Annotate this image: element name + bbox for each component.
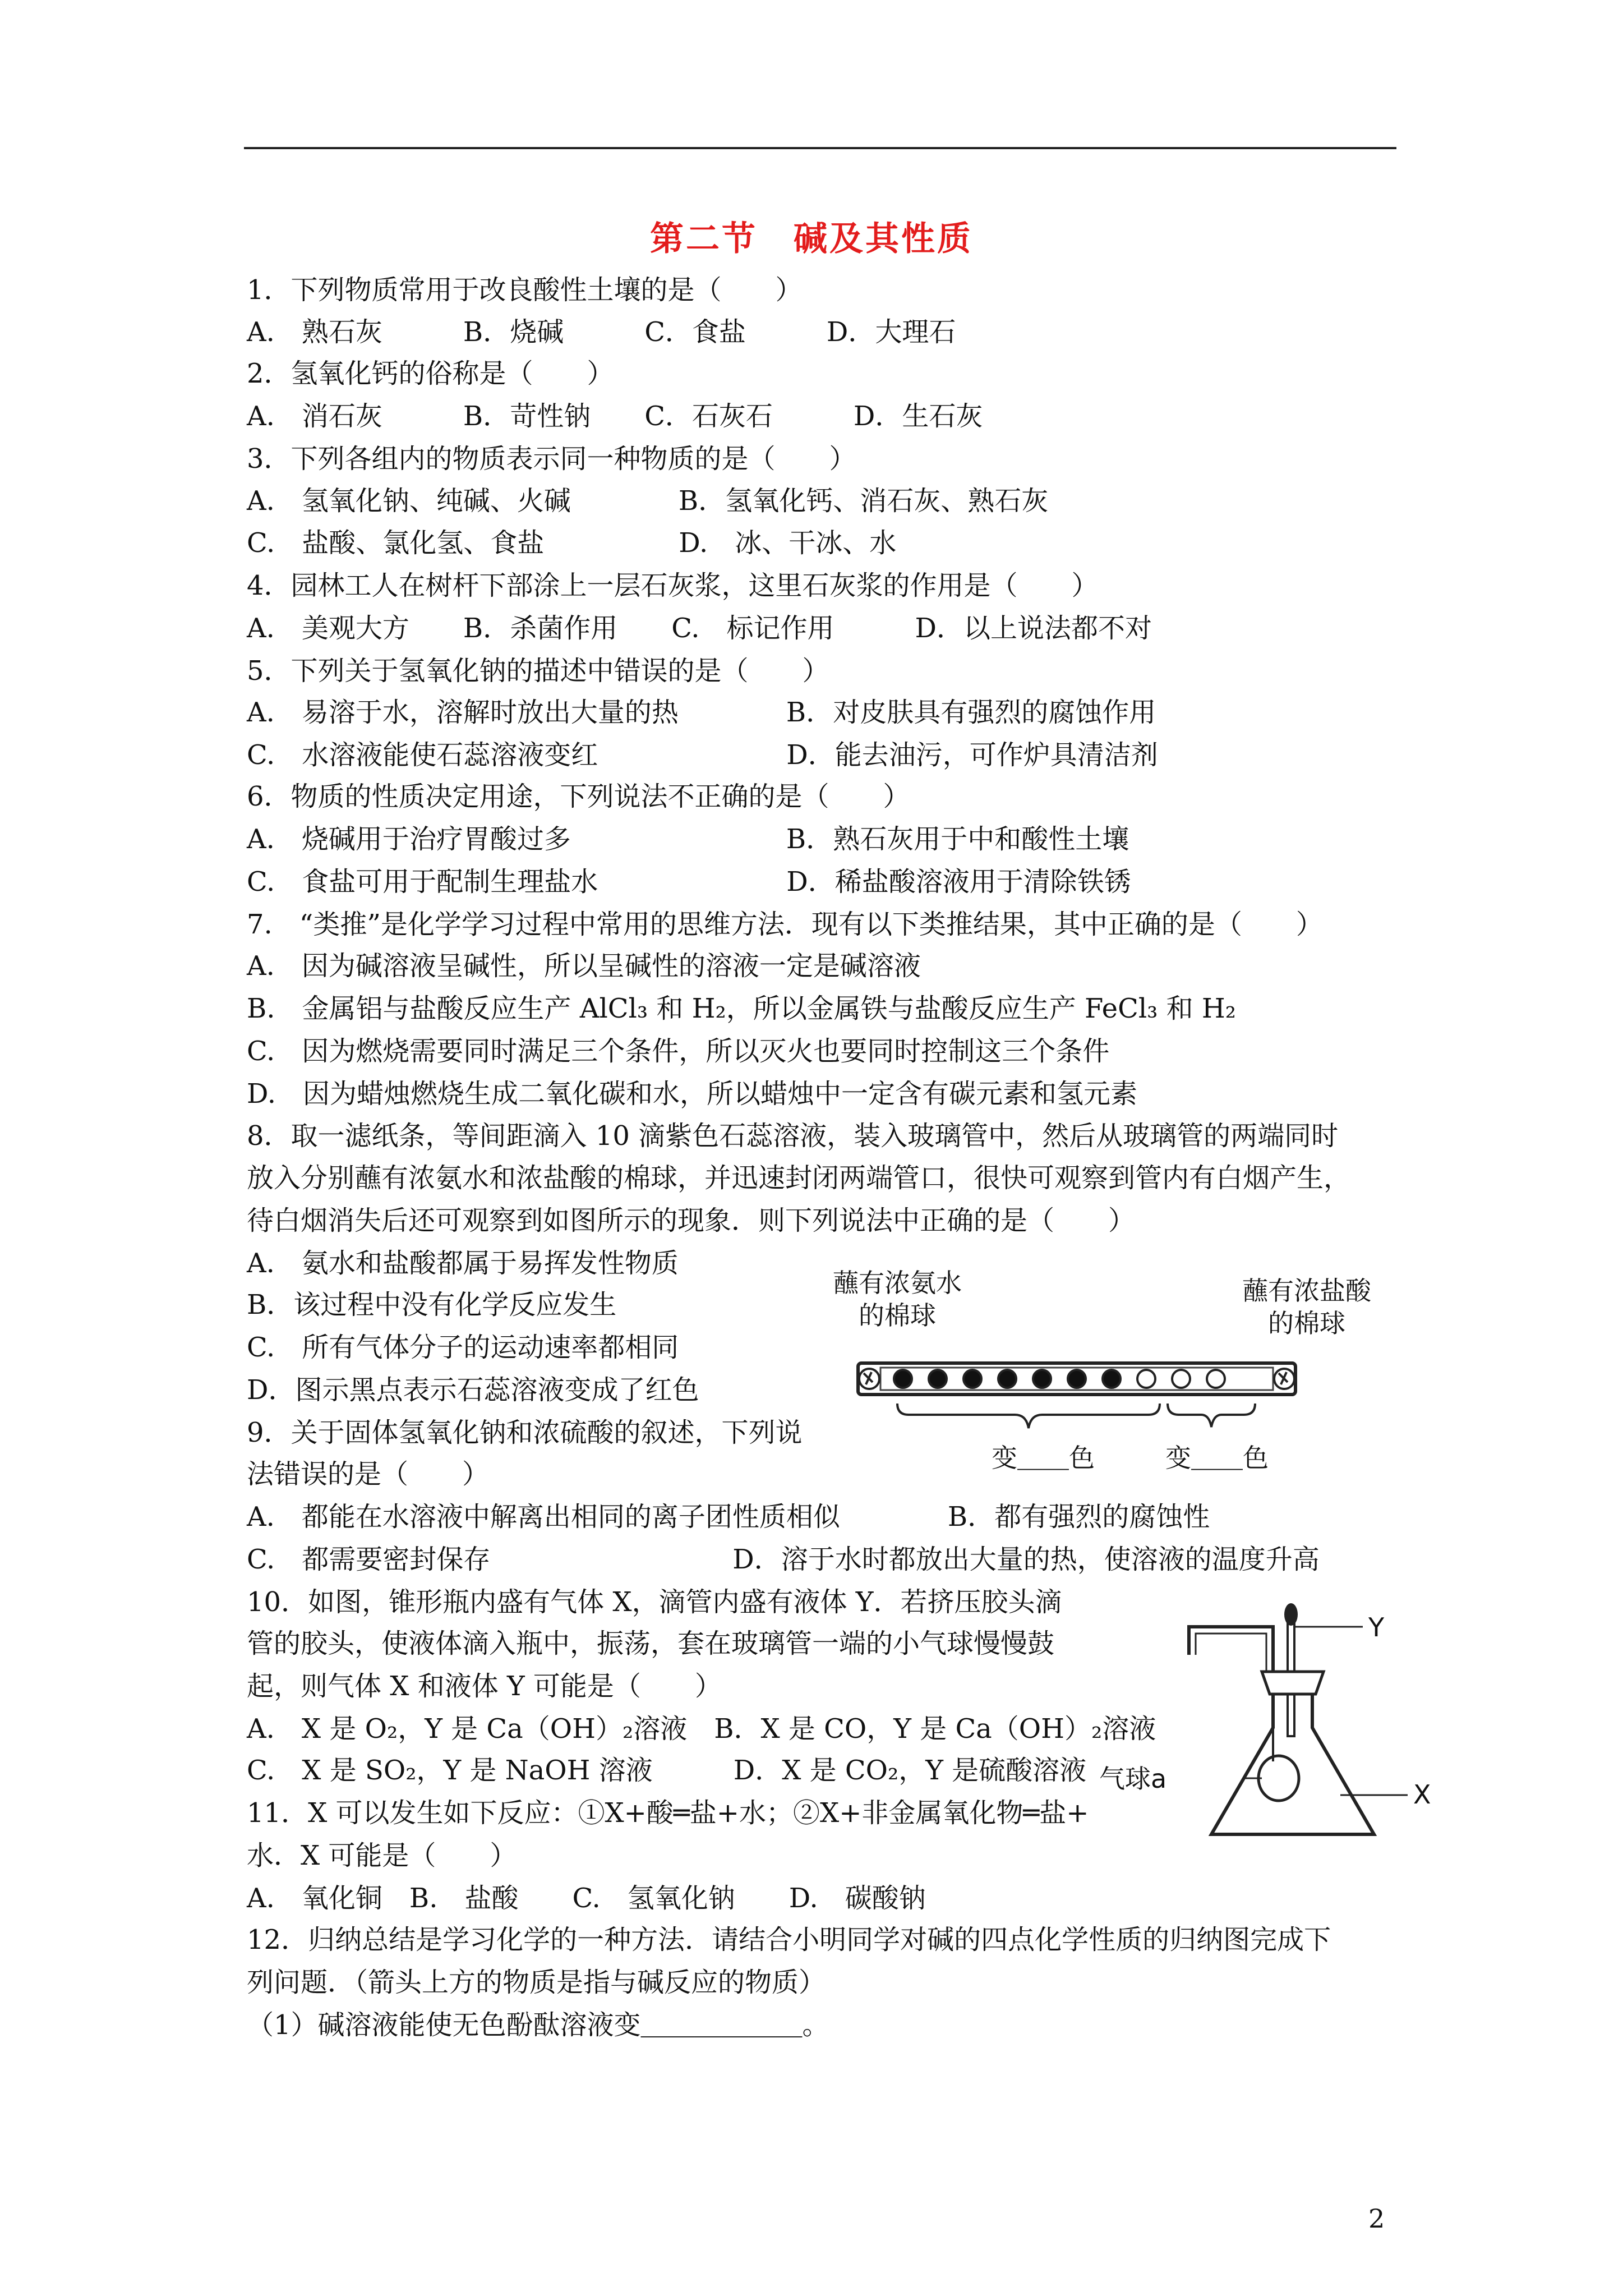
- brace-right: [1168, 1404, 1255, 1427]
- text-line: C. 食盐可用于配制生理盐水 D．稀盐酸溶液用于清除铁锈: [247, 866, 1131, 898]
- litmus-dot-changed: [1068, 1370, 1086, 1388]
- page-number: 2: [1368, 2203, 1385, 2234]
- text-line: 待白烟消失后还可观察到如图所示的现象．则下列说法中正确的是（ ）: [247, 1205, 1136, 1236]
- text-line: A. 易溶于水，溶解时放出大量的热 B．对皮肤具有强烈的腐蚀作用: [247, 697, 1156, 728]
- text-line: 9．关于固体氢氧化钠和浓硫酸的叙述，下列说: [247, 1417, 803, 1448]
- text-line: 5．下列关于氢氧化钠的描述中错误的是（ ）: [247, 655, 829, 687]
- text-line: C. 水溶液能使石蕊溶液变红 D．能去油污，可作炉具清洁剂: [247, 739, 1158, 771]
- header-rule: [244, 147, 1396, 149]
- stopper: [1262, 1672, 1324, 1694]
- text-line: B．该过程中没有化学反应发生: [247, 1289, 617, 1320]
- brace-left: [897, 1404, 1160, 1428]
- text-line: A. 氧化铜 B. 盐酸 C. 氢氧化钠 D. 碳酸钠: [247, 1883, 926, 1914]
- text-line: 管的胶头，使液体滴入瓶中，振荡，套在玻璃管一端的小气球慢慢鼓: [247, 1628, 1055, 1659]
- text-line: 1．下列物质常用于改良酸性土壤的是（ ）: [247, 274, 803, 306]
- text-line: 4．园林工人在树杆下部涂上一层石灰浆，这里石灰浆的作用是（ ）: [247, 570, 1099, 601]
- text-line: A. 美观大方 B．杀菌作用 C. 标记作用 D．以上说法都不对: [247, 613, 1152, 644]
- cotton-ball-left: [859, 1369, 879, 1389]
- litmus-dot-unchanged: [1137, 1370, 1155, 1388]
- text-line: 放入分别蘸有浓氨水和浓盐酸的棉球，并迅速封闭两端管口，很快可观察到管内有白烟产生，: [247, 1162, 1351, 1194]
- text-line: 6．物质的性质决定用途，下列说法不正确的是（ ）: [247, 781, 910, 812]
- text-line: C. 盐酸、氯化氢、食盐 D. 冰、干冰、水: [247, 527, 897, 559]
- text-line: （1）碱溶液能使无色酚酞溶液变＿＿＿＿＿＿。: [247, 2009, 829, 2041]
- label-ammonia: 蘸有浓氨水 的棉球: [833, 1268, 962, 1331]
- label-y: Y: [1368, 1612, 1385, 1642]
- page-title: 第二节 碱及其性质: [650, 219, 973, 259]
- text-line: 12．归纳总结是学习化学的一种方法．请结合小明同学对碱的四点化学性质的归纳图完成下: [247, 1924, 1331, 1955]
- litmus-dot-changed: [1033, 1370, 1051, 1388]
- label-x: X: [1413, 1779, 1431, 1810]
- text-line: 法错误的是（ ）: [247, 1458, 490, 1490]
- litmus-dot-unchanged: [1172, 1370, 1190, 1388]
- litmus-dot-changed: [998, 1370, 1016, 1388]
- litmus-dot-changed: [1103, 1370, 1121, 1388]
- litmus-dot-changed: [963, 1370, 981, 1388]
- text-line: A. 消石灰 B．苛性钠 C．石灰石 D．生石灰: [247, 401, 983, 432]
- label-color-left: 变＿＿色: [992, 1443, 1095, 1473]
- text-line: A. 烧碱用于治疗胃酸过多 B．熟石灰用于中和酸性土壤: [247, 823, 1129, 855]
- text-line: 3．下列各组内的物质表示同一种物质的是（ ）: [247, 443, 856, 475]
- text-line: C. X 是 SO₂，Y 是 NaOH 溶液 D．X 是 CO₂，Y 是硫酸溶液: [247, 1755, 1087, 1786]
- text-line: 11．X 可以发生如下反应：①X+酸═盐+水；②X+非金属氧化物═盐+: [247, 1797, 1089, 1829]
- text-line: D. 因为蜡烛燃烧生成二氧化碳和水，所以蜡烛中一定含有碳元素和氢元素: [247, 1078, 1138, 1110]
- text-line: 列问题．（箭头上方的物质是指与碱反应的物质）: [247, 1967, 826, 1998]
- text-line: C. 因为燃烧需要同时满足三个条件，所以灭火也要同时控制这三个条件: [247, 1036, 1110, 1067]
- text-line: 8．取一滤纸条，等间距滴入 10 滴紫色石蕊溶液，装入玻璃管中，然后从玻璃管的两端同时: [247, 1120, 1339, 1152]
- text-line: 水．X 可能是（ ）: [247, 1840, 517, 1871]
- text-line: 10．如图，锥形瓶内盛有气体 X，滴管内盛有液体 Y．若挤压胶头滴: [247, 1586, 1062, 1618]
- text-line: 起，则气体 X 和液体 Y 可能是（ ）: [247, 1671, 722, 1702]
- text-line: A. X 是 O₂，Y 是 Ca（OH）₂溶液 B．X 是 CO，Y 是 Ca（OH）₂溶液: [247, 1713, 1156, 1745]
- litmus-dot-changed: [929, 1370, 947, 1388]
- text-line: A. 因为碱溶液呈碱性，所以呈碱性的溶液一定是碱溶液: [247, 950, 921, 982]
- litmus-dot-changed: [894, 1370, 912, 1388]
- text-line: A. 氨水和盐酸都属于易挥发性物质: [247, 1248, 679, 1279]
- label-color-right: 变＿＿色: [1165, 1443, 1269, 1473]
- text-line: A. 都能在水溶液中解离出相同的离子团性质相似 B．都有强烈的腐蚀性: [247, 1501, 1210, 1533]
- label-balloon: 气球a: [1099, 1764, 1167, 1794]
- text-line: 7. “类推”是化学学习过程中常用的思维方法．现有以下类推结果，其中正确的是（ ）: [247, 909, 1323, 940]
- text-line: A. 熟石灰 B．烧碱 C．食盐 D．大理石: [247, 316, 956, 348]
- text-line: A. 氢氧化钠、纯碱、火碱 B．氢氧化钙、消石灰、熟石灰: [247, 485, 1049, 517]
- label-hcl: 蘸有浓盐酸 的棉球: [1242, 1276, 1371, 1338]
- text-line: D．图示黑点表示石蕊溶液变成了红色: [247, 1374, 699, 1406]
- text-line: C. 都需要密封保存 D．溶于水时都放出大量的热，使溶液的温度升高: [247, 1544, 1320, 1575]
- flask-figure: [1178, 1593, 1469, 1851]
- glass-tube-inner: [1196, 1634, 1266, 1672]
- text-line: C. 所有气体分子的运动速率都相同: [247, 1332, 679, 1363]
- litmus-dot-unchanged: [1207, 1370, 1225, 1388]
- text-line: 2．氢氧化钙的俗称是（ ）: [247, 358, 614, 389]
- balloon: [1258, 1756, 1299, 1801]
- text-line: B. 金属铝与盐酸反应生产 AlCl₃ 和 H₂，所以金属铁与盐酸反应生产 FeCl₃ 和 H₂: [247, 993, 1237, 1024]
- cotton-ball-right: [1274, 1369, 1294, 1389]
- dropper: [1284, 1603, 1298, 1736]
